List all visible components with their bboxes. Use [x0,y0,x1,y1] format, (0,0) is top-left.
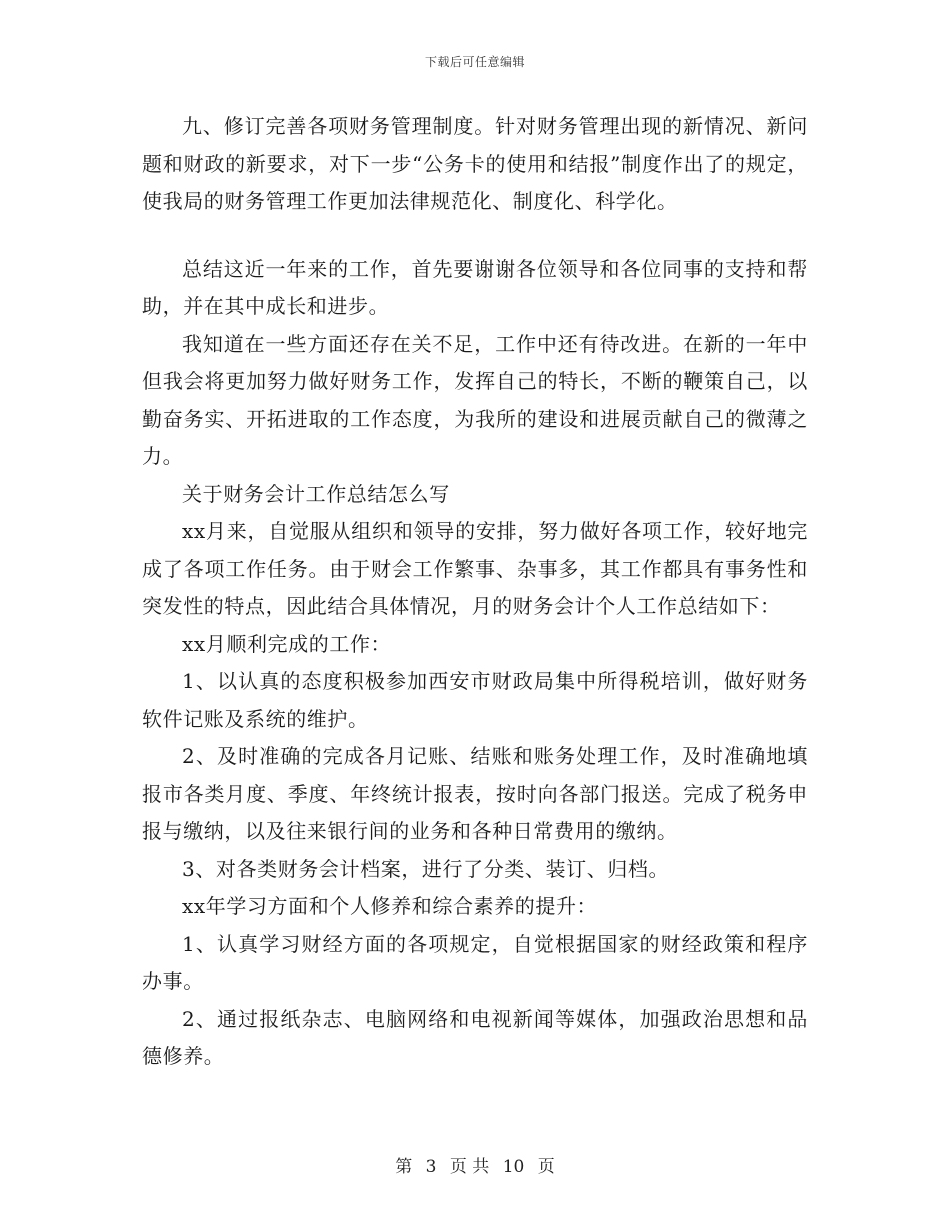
total-page-count: 10 [502,1157,525,1177]
footer-middle: 页 共 [449,1157,490,1177]
list-item: 2、通过报纸杂志、电脑网络和电视新闻等媒体，加强政治思想和品德修养。 [142,1006,808,1068]
paragraph: 九、修订完善各项财务管理制度。针对财务管理出现的新情况、新问题和财政的新要求，对下一步“公务卡的使用和结报”制度作出了的规定，使我局的财务管理工作更加法律规范化、制度化、科学化。 [142,114,808,213]
paragraph: 总结这近一年来的工作，首先要谢谢各位领导和各位同事的支持和帮助，并在其中成长和进步。 [142,256,808,318]
list-item: 2、及时准确的完成各月记账、结账和账务处理工作，及时准确地填报市各类月度、季度、年终统计报表，按时向各部门报送。完成了税务申报与缴纳，以及往来银行间的业务和各种日常费用的缴纳。 [142,744,808,843]
footer-prefix: 第 [395,1157,413,1177]
subheading: xx年学习方面和个人修养和综合素养的提升： [182,894,598,918]
section-title: 关于财务会计工作总结怎么写 [182,481,450,506]
document-body [142,108,808,1076]
list-item: 3、对各类财务会计档案，进行了分类、装订、归档。 [182,856,670,881]
paragraph: xx月来，自觉服从组织和领导的安排，努力做好各项工作，较好地完成了各项工作任务。由于财会工作繁事、杂事多，其工作都具有事务性和突发性的特点，因此结合具体情况，月的财务会计个人工作总结如下： [142,519,808,618]
current-page-number: 3 [425,1157,437,1177]
paragraph-gap [142,221,808,251]
list-item: 1、以认真的态度积极参加西安市财政局集中所得税培训，做好财务软件记账及系统的维护。 [142,669,808,731]
list-item: 1、认真学习财经方面的各项规定，自觉根据国家的财经政策和程序办事。 [142,931,808,993]
page-footer [0,1152,950,1177]
paragraph: 我知道在一些方面还存在关不足，工作中还有待改进。在新的一年中但我会将更加努力做好财务工作，发挥自己的特长，不断的鞭策自己，以勤奋务实、开拓进取的工作态度，为我所的建设和进展贡献自己的微薄之力。 [142,331,808,468]
subheading: xx月顺利完成的工作： [182,631,392,656]
footer-suffix: 页 [537,1157,555,1177]
page-header: 下载后可任意编辑 [424,55,525,69]
